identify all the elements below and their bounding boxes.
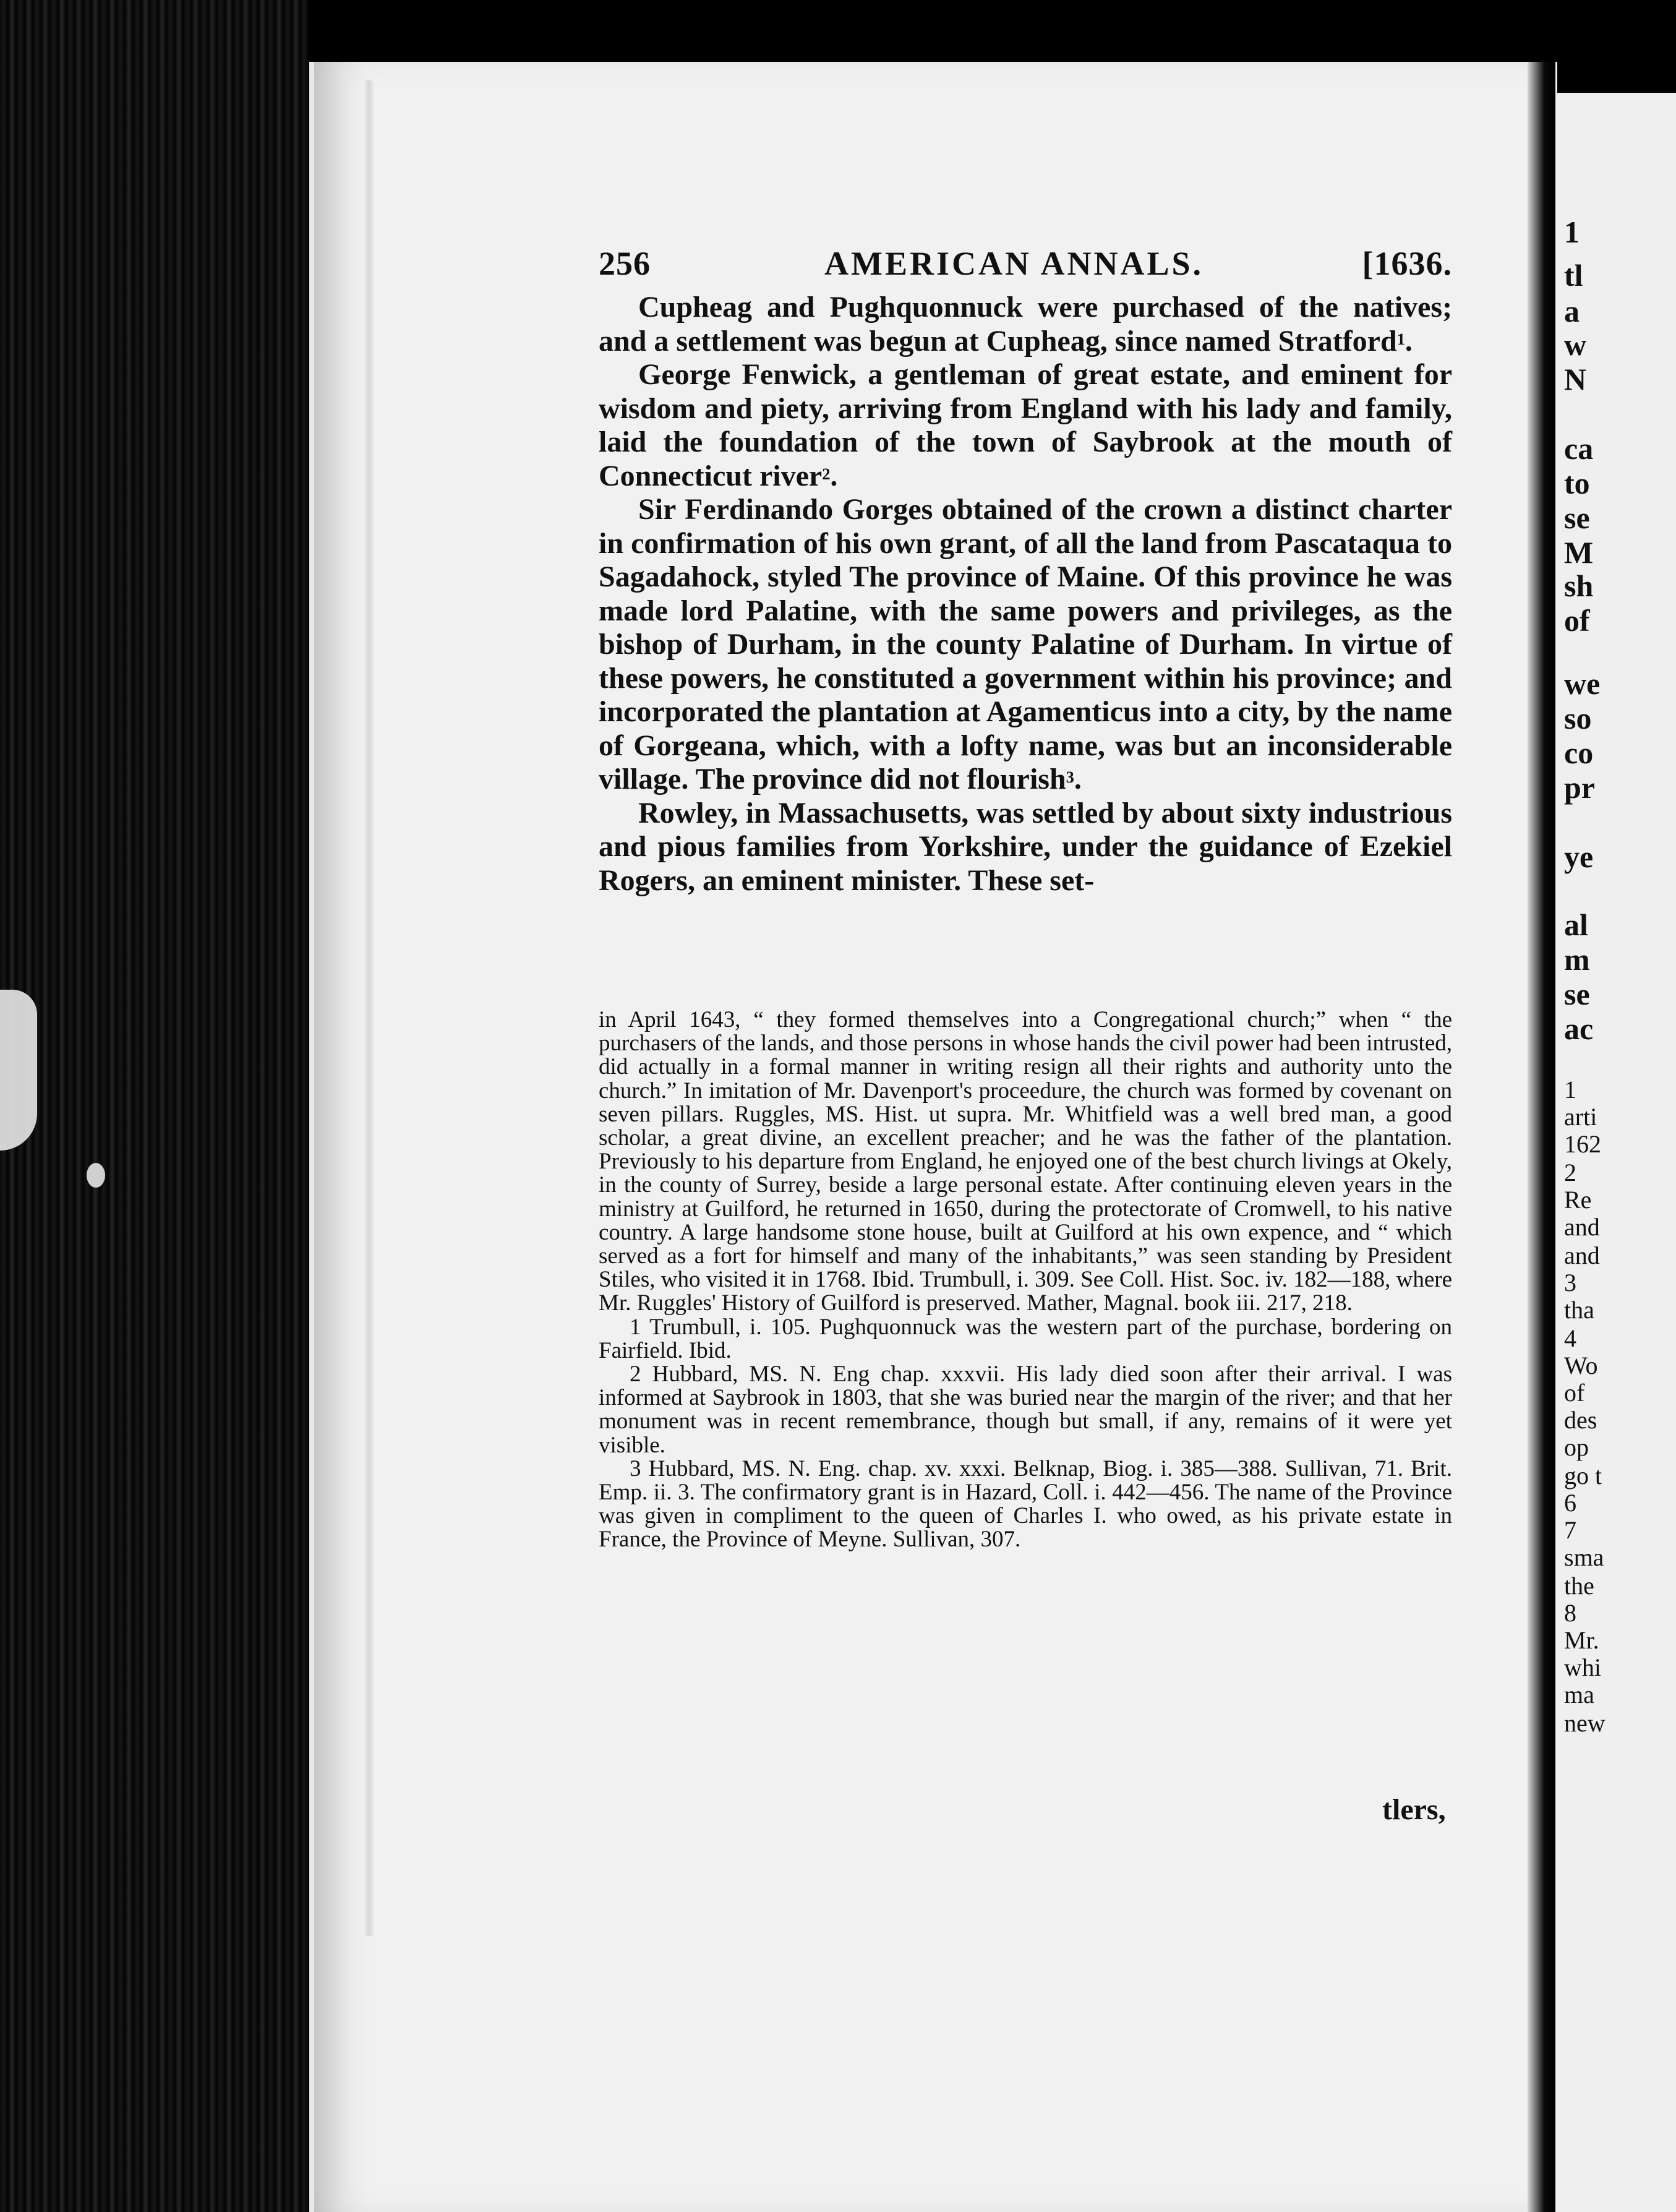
- facing-page-fragment: of: [1564, 603, 1590, 638]
- main-text: [599, 291, 1452, 898]
- facing-page-fragment: 4: [1564, 1324, 1576, 1352]
- paragraph: [599, 291, 1452, 358]
- facing-page-fragment: new: [1564, 1709, 1605, 1737]
- paragraph-end: .: [1405, 324, 1413, 358]
- facing-page-fragment: 7: [1564, 1516, 1576, 1544]
- facing-page-fragment: go t: [1564, 1462, 1602, 1490]
- facing-page-fragment: so: [1564, 701, 1592, 735]
- paragraph-end: .: [1074, 763, 1082, 795]
- facing-page-fragment: N: [1564, 362, 1587, 397]
- facing-page-fragment: m: [1564, 942, 1590, 977]
- facing-page-fragment: 6: [1564, 1489, 1576, 1517]
- running-head: [599, 239, 1452, 288]
- footnote-3: 3 Hubbard, MS. N. Eng. chap. xv. xxxi. Belknap, Biog. i. 385—388. Sullivan, 71. Brit. Emp. ii. 3. The confirmatory grant is in Hazard, Coll. i. 442—456. The name of the Province was given in compliment to the queen of Charles I. who owed, as his private estate in France, the Province of Meyne. Sullivan, 307.: [599, 1455, 1452, 1553]
- facing-page-fragment: 2: [1564, 1159, 1576, 1186]
- paragraph: [599, 797, 1452, 898]
- paragraph-text: Rowley, in Massachusetts, was settled by about sixty industrious and pious families from Yorkshire, under the guidance of Ezekiel Rogers, an eminent minister. These set-: [599, 796, 1452, 897]
- paragraph-text: George Fenwick, a gentleman of great estate, and eminent for wisdom and piety, arriving from England with his lady and family, laid the foundation of the town of Saybrook at the mouth of Connecticut river: [599, 358, 1452, 492]
- facing-page-fragment: ac: [1564, 1011, 1594, 1046]
- facing-page-fragment: 8: [1564, 1599, 1576, 1627]
- footnote-ref: 1: [1396, 329, 1405, 348]
- facing-page-fragment: whi: [1564, 1653, 1601, 1681]
- paragraph-text: Sir Ferdinando Gorges obtained of the crown a distinct charter in confirmation of his own grant, of all the land from Pascataqua to Sagadahock, styled The province of Maine. Of this province he was made lord Palatine, with the same powers and privileges, as the bishop of Durham, in the county Palatine of Durham. In virtue of these powers, he constituted a government within his province; and incorporated the plantation at Agamenticus into a city, by the name of Gorgeana, which, with a lofty name, was but an inconsiderable village. The province did not flourish: [599, 493, 1452, 795]
- facing-page-fragment: a: [1564, 294, 1580, 328]
- page-fold-line: [365, 80, 374, 1936]
- facing-page-fragment: al: [1564, 907, 1588, 942]
- facing-page-fragment: tl: [1564, 258, 1583, 293]
- paragraph: [599, 493, 1452, 797]
- edge-light-speck: [87, 1163, 105, 1188]
- running-year: [1636.: [1362, 245, 1452, 282]
- footnote-ref: 2: [822, 464, 831, 483]
- facing-page-fragment: w: [1564, 327, 1587, 362]
- book-spine-edge: [0, 0, 309, 2212]
- facing-page-fragment: sma: [1564, 1543, 1604, 1571]
- paragraph-end: .: [830, 459, 838, 492]
- facing-page-sliver: [1555, 93, 1676, 2212]
- catchword: tlers,: [1382, 1793, 1446, 1826]
- facing-page-fragment: 3: [1564, 1269, 1576, 1297]
- facing-page-fragment: M: [1564, 535, 1594, 570]
- paragraph: [599, 358, 1452, 493]
- facing-page-fragment: ca: [1564, 431, 1594, 466]
- page-gutter: [1528, 62, 1555, 2212]
- running-title: AMERICAN ANNALS.: [824, 245, 1204, 282]
- facing-page-fragment: we: [1564, 666, 1601, 701]
- footnote-2: 2 Hubbard, MS. N. Eng chap. xxxvii. His lady died soon after their arrival. I was informed at Saybrook in 1803, that she was buried near the margin of the river; and that her monument was in recent remembrance, though but small, if any, remains of it were yet visible.: [599, 1361, 1452, 1458]
- footnotes: [599, 1008, 1452, 1552]
- facing-page-fragment: arti: [1564, 1103, 1597, 1131]
- facing-page-fragment: and: [1564, 1213, 1600, 1241]
- paragraph-text: Cupheag and Pughquonnuck were purchased of the natives; and a settlement was begun at Cupheag, since named Stratford: [599, 291, 1452, 358]
- facing-page-fragment: tha: [1564, 1296, 1594, 1324]
- facing-page-fragment: 1: [1564, 1076, 1576, 1104]
- facing-page-fragment: Wo: [1564, 1352, 1598, 1379]
- facing-page-fragment: se: [1564, 977, 1590, 1011]
- edge-light-patch: [0, 990, 37, 1151]
- facing-page-fragment: Re: [1564, 1186, 1592, 1214]
- facing-page-fragment: to: [1564, 466, 1590, 500]
- facing-page-fragment: of: [1564, 1379, 1585, 1407]
- footnote-ref: 3: [1066, 768, 1074, 786]
- facing-page-fragment: pr: [1564, 770, 1595, 805]
- facing-page-fragment: sh: [1564, 568, 1594, 603]
- facing-page-fragment: se: [1564, 500, 1590, 535]
- facing-page-fragment: op: [1564, 1433, 1589, 1461]
- facing-page-fragment: 1: [1564, 215, 1580, 249]
- facing-page-fragment: and: [1564, 1241, 1600, 1269]
- facing-page-fragment: ye: [1564, 839, 1594, 874]
- facing-page-fragment: ma: [1564, 1681, 1594, 1708]
- facing-page-fragment: the: [1564, 1572, 1594, 1600]
- page-number: 256: [599, 245, 651, 282]
- facing-page-fragment: 162: [1564, 1130, 1601, 1158]
- footnote-continuation: in April 1643, “ they formed themselves into a Congregational church;” when “ the purchasers of the lands, and those persons in whose hands the civil power had been intrusted, did actually in a formal manner in writing resign all their rights and authority unto the church.” In imitation of Mr. Davenport's proceedure, the church was formed by covenant on seven pillars. Ruggles, MS. Hist. ut supra. Mr. Whitfield was a well bred man, a good scholar, a great divine, an excellent preacher; and he was the father of the plantation. Previously to his departure from England, he enjoyed one of the best church livings at Okely, in the county of Surrey, beside a large personal estate. After continuing eleven years in the ministry at Guilford, he returned in 1650, during the protectorate of Cromwell, to his native country. A large handsome stone house, built at Guilford at his own expence, and “ which served as a fort for himself and many of the inhabitants,” was seen standing by President Stiles, who visited it in 1768. Ibid. Trumbull, i. 309. See Coll. Hist. Soc. iv. 182—188, where Mr. Ruggles' History of Guilford is preserved. Mather, Magnal. book iii. 217, 218.: [599, 1007, 1452, 1316]
- facing-page-fragment: Mr.: [1564, 1626, 1599, 1654]
- facing-page-fragment: des: [1564, 1406, 1597, 1434]
- footnote-1: 1 Trumbull, i. 105. Pughquonnuck was the western part of the purchase, bordering on Fairfield. Ibid.: [599, 1314, 1452, 1363]
- facing-page-fragment: co: [1564, 735, 1594, 770]
